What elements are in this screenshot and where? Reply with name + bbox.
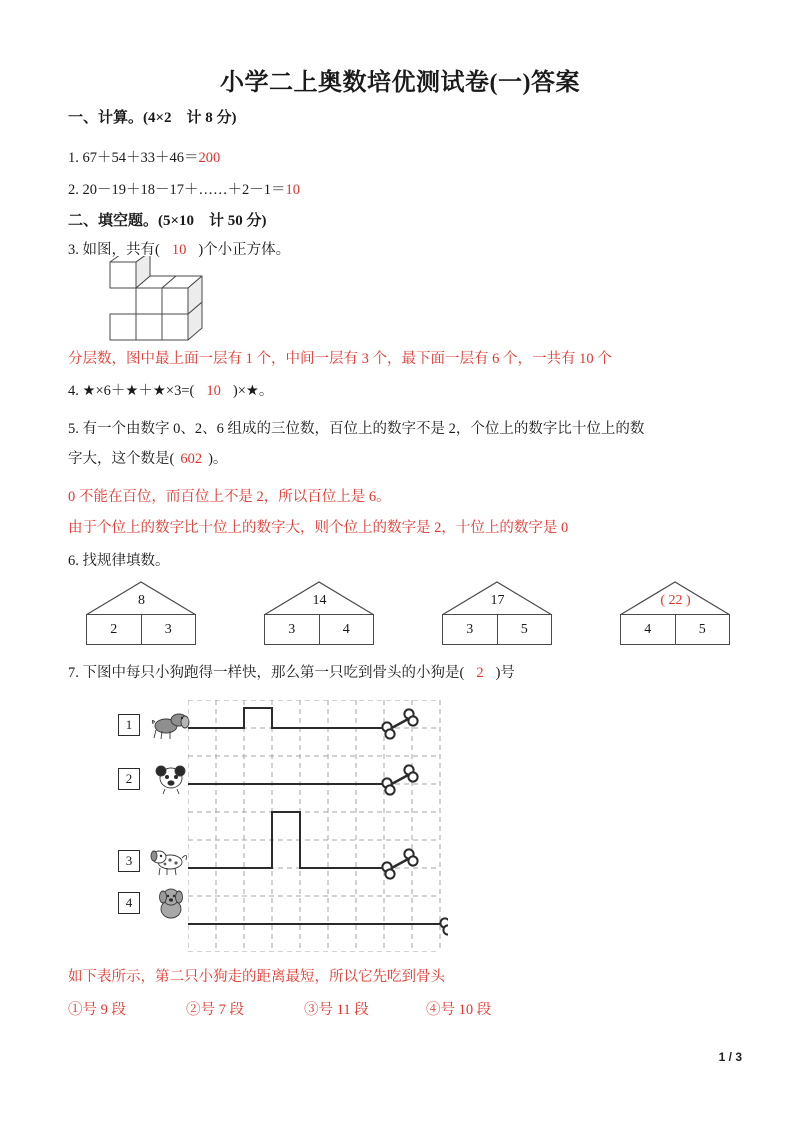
question-7-answer: 2 bbox=[476, 665, 484, 681]
house-figure-3 bbox=[434, 578, 561, 646]
house-figure-2 bbox=[256, 578, 383, 646]
question-5-explanation-2: 由于个位上的数字比十位上的数字大，则个位上的数字是 2，十位上的数字是 0 bbox=[68, 520, 569, 536]
house-cell-right-2: 4 bbox=[319, 615, 374, 644]
question-4-suffix: )×★。 bbox=[232, 383, 274, 399]
dog-icon-3 bbox=[150, 844, 192, 878]
dog-icon-4 bbox=[150, 886, 192, 920]
page-title: 小学二上奥数培优测试卷(一)答案 bbox=[220, 70, 580, 96]
question-5-answer: 602 bbox=[180, 451, 203, 467]
grid-lines bbox=[188, 700, 440, 952]
question-5-suffix: )。 bbox=[208, 451, 228, 467]
question-3-explanation: 分层数，图中最上面一层有 1 个，中间一层有 3 个，最下面一层有 6 个，一共有 10 个 bbox=[68, 351, 612, 367]
question-2 bbox=[68, 180, 300, 200]
house-base-2 bbox=[264, 614, 374, 645]
house-figure-4 bbox=[612, 578, 739, 646]
question-3-suffix: )个小正方体。 bbox=[198, 242, 291, 258]
house-cell-left-2: 3 bbox=[288, 621, 296, 637]
section-heading-1: 一、计算。(4×2 计 8 分) bbox=[68, 110, 237, 126]
dog-row-number-1: 1 bbox=[118, 714, 140, 736]
question-7-prefix: 7. 下图中每只小狗跑得一样快，那么第一只吃到骨头的小狗是( bbox=[68, 665, 465, 681]
result-item-4: ④号 10 段 bbox=[426, 1002, 492, 1018]
question-6-text: 6. 找规律填数。 bbox=[68, 553, 170, 569]
cube-stack-svg bbox=[96, 256, 224, 348]
bone-icon-4 bbox=[440, 905, 448, 934]
house-cell-right-3: 5 bbox=[497, 615, 552, 644]
question-4 bbox=[68, 381, 273, 401]
house-cell-left-4: 4 bbox=[644, 621, 652, 637]
dog-icon-2 bbox=[150, 762, 192, 796]
house-roof-value-2: 14 bbox=[312, 593, 327, 608]
house-base-4 bbox=[620, 614, 730, 645]
cube-stack-figure bbox=[96, 256, 224, 353]
house-roof-value-3: 17 bbox=[490, 593, 505, 608]
house-cell-left-3: 3 bbox=[466, 621, 474, 637]
house-roof-value-4: ( 22 ) bbox=[660, 593, 691, 608]
result-item-2: ②号 7 段 bbox=[186, 1002, 244, 1018]
question-4-prefix: 4. ★×6＋★＋★×3=( bbox=[68, 383, 195, 399]
bone-icon-1 bbox=[382, 709, 417, 738]
question-7-text bbox=[68, 663, 515, 683]
question-7-explanation: 如下表所示，第二只小狗走的距离最短，所以它先吃到骨头 bbox=[68, 969, 445, 985]
question-5-line-1: 5. 有一个由数字 0、2、6 组成的三位数，百位上的数字不是 2，个位上的数字比十位上的数 bbox=[68, 421, 645, 437]
house-cell-left-1: 2 bbox=[110, 621, 118, 637]
dog-path-1 bbox=[188, 708, 384, 728]
house-cell-right-1: 3 bbox=[141, 615, 196, 644]
dog-maze-figure bbox=[118, 700, 498, 952]
question-5-prefix: 字大，这个数是( bbox=[68, 451, 175, 467]
result-item-1: ①号 9 段 bbox=[68, 1002, 126, 1018]
question-2-answer: 10 bbox=[285, 182, 300, 198]
question-1-text: 1. 67＋54＋33＋46＝ bbox=[68, 150, 199, 166]
question-1 bbox=[68, 148, 220, 168]
question-1-answer: 200 bbox=[198, 150, 221, 166]
question-7-results bbox=[68, 1000, 491, 1020]
dog-icon-1 bbox=[150, 708, 192, 742]
page-number: 1 / 3 bbox=[718, 1050, 742, 1064]
question-3-prefix: 3. 如图，共有( bbox=[68, 242, 160, 258]
house-roof-value-1: 8 bbox=[138, 593, 145, 608]
house-base-3 bbox=[442, 614, 552, 645]
maze-grid bbox=[188, 700, 448, 952]
house-figures bbox=[78, 578, 738, 648]
question-7-suffix: )号 bbox=[495, 665, 515, 681]
dog-row-number-2: 2 bbox=[118, 768, 140, 790]
house-base-1 bbox=[86, 614, 196, 645]
question-2-text: 2. 20－19＋18－17＋……＋2－1＝ bbox=[68, 182, 286, 198]
question-5-explanation-1: 0 不能在百位，而百位上不是 2，所以百位上是 6。 bbox=[68, 489, 391, 505]
house-figure-1 bbox=[78, 578, 205, 646]
question-4-answer: 10 bbox=[206, 383, 221, 399]
house-cell-right-4: 5 bbox=[675, 615, 730, 644]
question-5-line-2 bbox=[68, 449, 227, 469]
section-heading-2: 二、填空题。(5×10 计 50 分) bbox=[68, 213, 267, 229]
result-item-3: ③号 11 段 bbox=[304, 1002, 369, 1018]
dog-row-number-4: 4 bbox=[118, 892, 140, 914]
question-3-answer: 10 bbox=[171, 242, 187, 258]
dog-row-number-3: 3 bbox=[118, 850, 140, 872]
